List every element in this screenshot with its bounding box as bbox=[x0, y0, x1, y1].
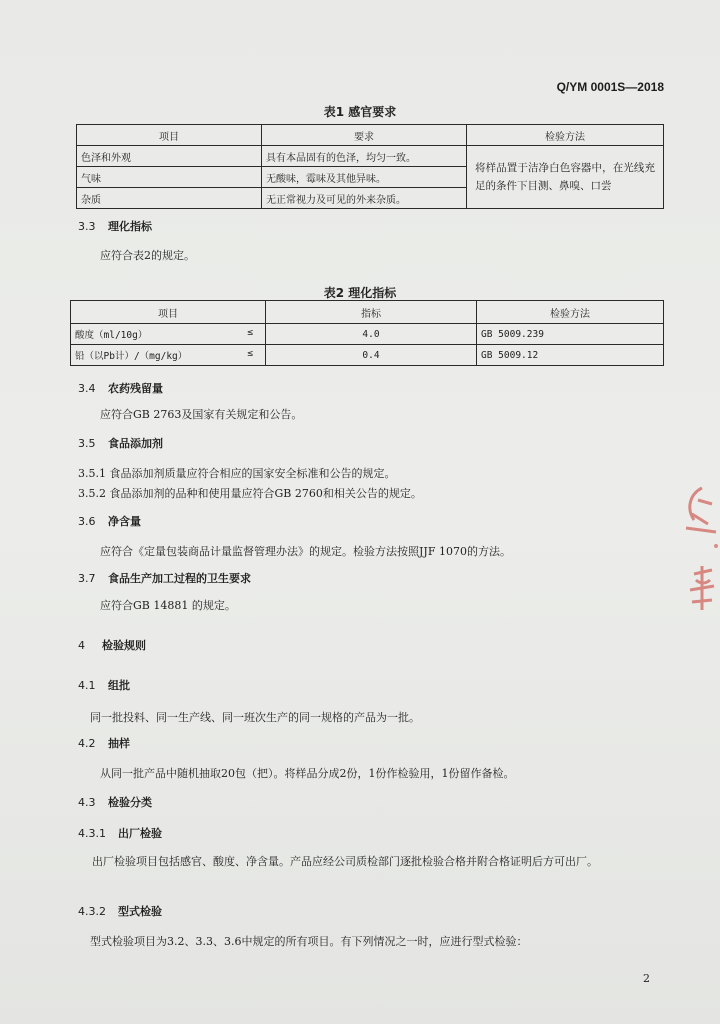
red-seal-fragment bbox=[672, 480, 720, 630]
doc-number: Q/YM 0001S—2018 bbox=[556, 80, 664, 94]
sensory-table bbox=[76, 124, 664, 209]
section-text: 出厂检验项目包括感官、酸度、净含量。产品应经公司质检部门逐批检验合格并附合格证明后方可出厂。 bbox=[92, 855, 598, 868]
table-row bbox=[71, 324, 664, 345]
section-text: 3.5.1 食品添加剂质量应符合相应的国家安全标准和公告的规定。 bbox=[78, 467, 396, 480]
row-item: 杂质 bbox=[77, 188, 262, 209]
table-row bbox=[77, 146, 664, 167]
row-value: 4.0 bbox=[266, 324, 477, 345]
table2-caption: 表2 理化指标 bbox=[323, 286, 397, 300]
section-heading: 4.3 检验分类 bbox=[78, 796, 152, 809]
col-value: 指标 bbox=[266, 301, 477, 324]
row-item: 色泽和外观 bbox=[77, 146, 262, 167]
section-heading: 3.5 食品添加剂 bbox=[78, 437, 163, 450]
row-item: 铅（以Pb计）/（mg/kg） ≤ bbox=[71, 345, 266, 366]
table1-caption: 表1 感官要求 bbox=[323, 105, 397, 119]
section-text: 从同一批产品中随机抽取20包（把）。将样品分成2份，1份作检验用，1份留作备检。 bbox=[100, 767, 515, 780]
section-heading: 3.7 食品生产加工过程的卫生要求 bbox=[78, 572, 251, 585]
section-heading: 4 检验规则 bbox=[78, 639, 146, 652]
col-method: 检验方法 bbox=[477, 301, 664, 324]
section-text: 应符合GB 14881 的规定。 bbox=[100, 599, 236, 612]
row-item: 气味 bbox=[77, 167, 262, 188]
section-text: 同一批投料、同一生产线、同一班次生产的同一规格的产品为一批。 bbox=[90, 711, 420, 724]
section-text: 应符合GB 2763及国家有关规定和公告。 bbox=[100, 408, 303, 421]
row-value: 0.4 bbox=[266, 345, 477, 366]
section-text: 型式检验项目为3.2、3.3、3.6中规定的所有项目。有下列情况之一时，应进行型式检验： bbox=[90, 935, 528, 948]
table-header-row bbox=[71, 301, 664, 324]
col-method: 检验方法 bbox=[467, 125, 664, 146]
row-method: GB 5009.239 bbox=[477, 324, 664, 345]
seal-stamp-icon bbox=[672, 480, 720, 630]
physchem-table bbox=[70, 300, 664, 366]
col-item: 项目 bbox=[71, 301, 266, 324]
row-req: 具有本品固有的色泽，均匀一致。 bbox=[262, 146, 467, 167]
section-heading: 3.3 理化指标 bbox=[78, 220, 152, 233]
row-method: GB 5009.12 bbox=[477, 345, 664, 366]
col-req: 要求 bbox=[262, 125, 467, 146]
section-text: 3.5.2 食品添加剂的品种和使用量应符合GB 2760和相关公告的规定。 bbox=[78, 487, 422, 500]
section-text: 应符合《定量包装商品计量监督管理办法》的规定。检验方法按照JJF 1070的方法。 bbox=[100, 545, 511, 558]
section-heading: 4.3.1 出厂检验 bbox=[78, 827, 162, 840]
section-heading: 3.4 农药残留量 bbox=[78, 382, 163, 395]
row-req: 无正常视力及可见的外来杂质。 bbox=[262, 188, 467, 209]
section-heading: 4.1 组批 bbox=[78, 679, 130, 692]
row-req: 无酸味，霉味及其他异味。 bbox=[262, 167, 467, 188]
section-heading: 3.6 净含量 bbox=[78, 515, 141, 528]
row-item: 酸度（ml/10g） ≤ bbox=[71, 324, 266, 345]
section-heading: 4.3.2 型式检验 bbox=[78, 905, 162, 918]
page-number: 2 bbox=[643, 972, 650, 985]
col-item: 项目 bbox=[77, 125, 262, 146]
section-text: 应符合表2的规定。 bbox=[100, 249, 195, 262]
table-row bbox=[71, 345, 664, 366]
method-text: 将样品置于洁净白色容器中，在光线充足的条件下目测、鼻嗅、口尝 bbox=[467, 146, 664, 209]
table-header-row bbox=[77, 125, 664, 146]
section-heading: 4.2 抽样 bbox=[78, 737, 130, 750]
